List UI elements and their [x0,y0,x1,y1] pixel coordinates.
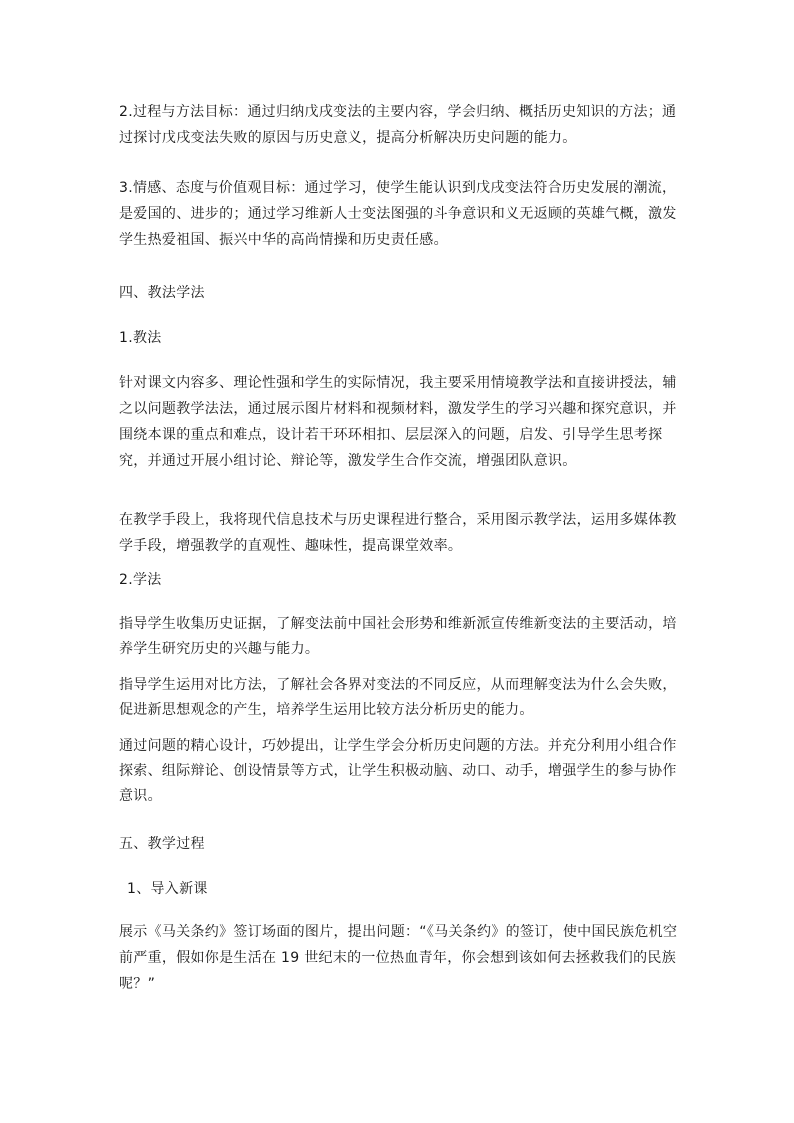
introduction-paragraph: 展示《马关条约》签订场面的图片，提出问题：“《马关条约》的签订，使中国民族危机空前严重，假如你是生活在 19 世纪末的一位热血青年，你会想到该如何去拯救我们的民族呢？” [119,924,678,992]
process-method-goal-paragraph: 2.过程与方法目标：通过归纳戊戌变法的主要内容，学会归纳、概括历史知识的方法；通过探讨戊戌变法失败的原因与历史意义，提高分析解决历史问题的能力。 [119,104,677,146]
section-heading-teaching-process: 五、教学过程 [119,836,205,852]
teaching-means-paragraph: 在教学手段上，我将现代信息技术与历史课程进行整合，采用图示教学法，运用多媒体教学手段，增强教学的直观性、趣味性，提高课堂效率。 [119,512,677,554]
subheading-learning-method: 2.学法 [119,572,162,588]
emotion-attitude-values-goal-paragraph: 3.情感、态度与价值观目标：通过学习，使学生能认识到戊戌变法符合历史发展的潮流，是爱国的、进步的；通过学习维新人士变法图强的斗争意识和义无返顾的英雄气概，激发学生热爱祖国、振兴中华的高尚情操和历史责任感。 [119,180,677,248]
subheading-introduce-new-lesson: 1、导入新课 [127,881,208,897]
section-heading-teaching-learning-methods: 四、教法学法 [119,285,205,301]
subheading-teaching-method: 1.教法 [119,330,162,346]
learning-method-paragraph-1: 指导学生收集历史证据，了解变法前中国社会形势和维新派宣传维新变法的主要活动，培养学生研究历史的兴趣与能力。 [119,616,677,657]
learning-method-paragraph-3: 通过问题的精心设计，巧妙提出，让学生学会分析历史问题的方法。并充分利用小组合作探索、组际辩论、创设情景等方式，让学生积极动脑、动口、动手，增强学生的参与协作意识。 [119,738,677,804]
learning-method-paragraph-2: 指导学生运用对比方法，了解社会各界对变法的不同反应，从而理解变法为什么会失败，促进新思想观念的产生，培养学生运用比较方法分析历史的能力。 [119,677,677,718]
teaching-method-paragraph: 针对课文内容多、理论性强和学生的实际情况，我主要采用情境教学法和直接讲授法，辅之以问题教学法法，通过展示图片材料和视频材料，激发学生的学习兴趣和探究意识，并围绕本课的重点和难点，设计若干环环相扣、层层深入的问题，启发、引导学生思考探究，并通过开展小组讨论、辩论等，激发学生合作交流，增强团队意识。 [119,375,677,469]
